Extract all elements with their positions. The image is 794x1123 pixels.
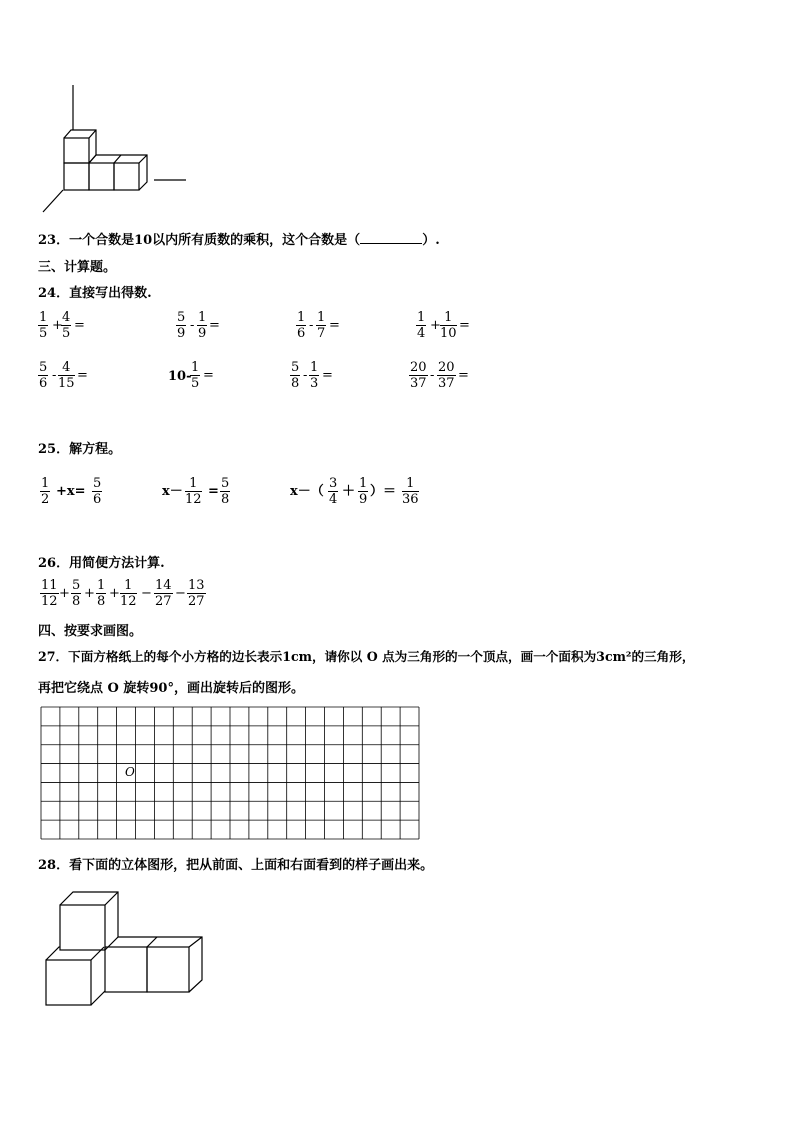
cube-figure-bottom: [44, 890, 224, 1015]
point-o-label: O: [125, 765, 135, 779]
question-23-text: 23．一个合数是10以内所有质数的乘积，这个合数是（: [38, 233, 361, 248]
question-27-line2: 再把它绕点 O 旋转90°，画出旋转后的图形。: [38, 681, 304, 696]
cube-figure-top: [30, 80, 230, 220]
question-24-title: 24．直接写出得数.: [38, 286, 152, 301]
section-4-title: 四、按要求画图。: [38, 624, 143, 639]
question-23: [38, 229, 440, 248]
section-3-title: 三、计算题。: [38, 260, 117, 275]
question-25-title: 25．解方程。: [38, 442, 122, 457]
question-27-line1: 27．下面方格纸上的每个小方格的边长表示1cm，请你以 O 点为三角形的一个顶点，画一个面积为3cm²的三角形，: [38, 649, 695, 664]
grid-paper[interactable]: [40, 706, 420, 840]
question-26-title: 26．用简便方法计算.: [38, 556, 165, 571]
question-28-title: 28．看下面的立体图形，把从前面、上面和右面看到的样子画出来。: [38, 858, 434, 873]
question-23-close: ）.: [422, 233, 440, 248]
answer-blank[interactable]: [360, 231, 422, 244]
